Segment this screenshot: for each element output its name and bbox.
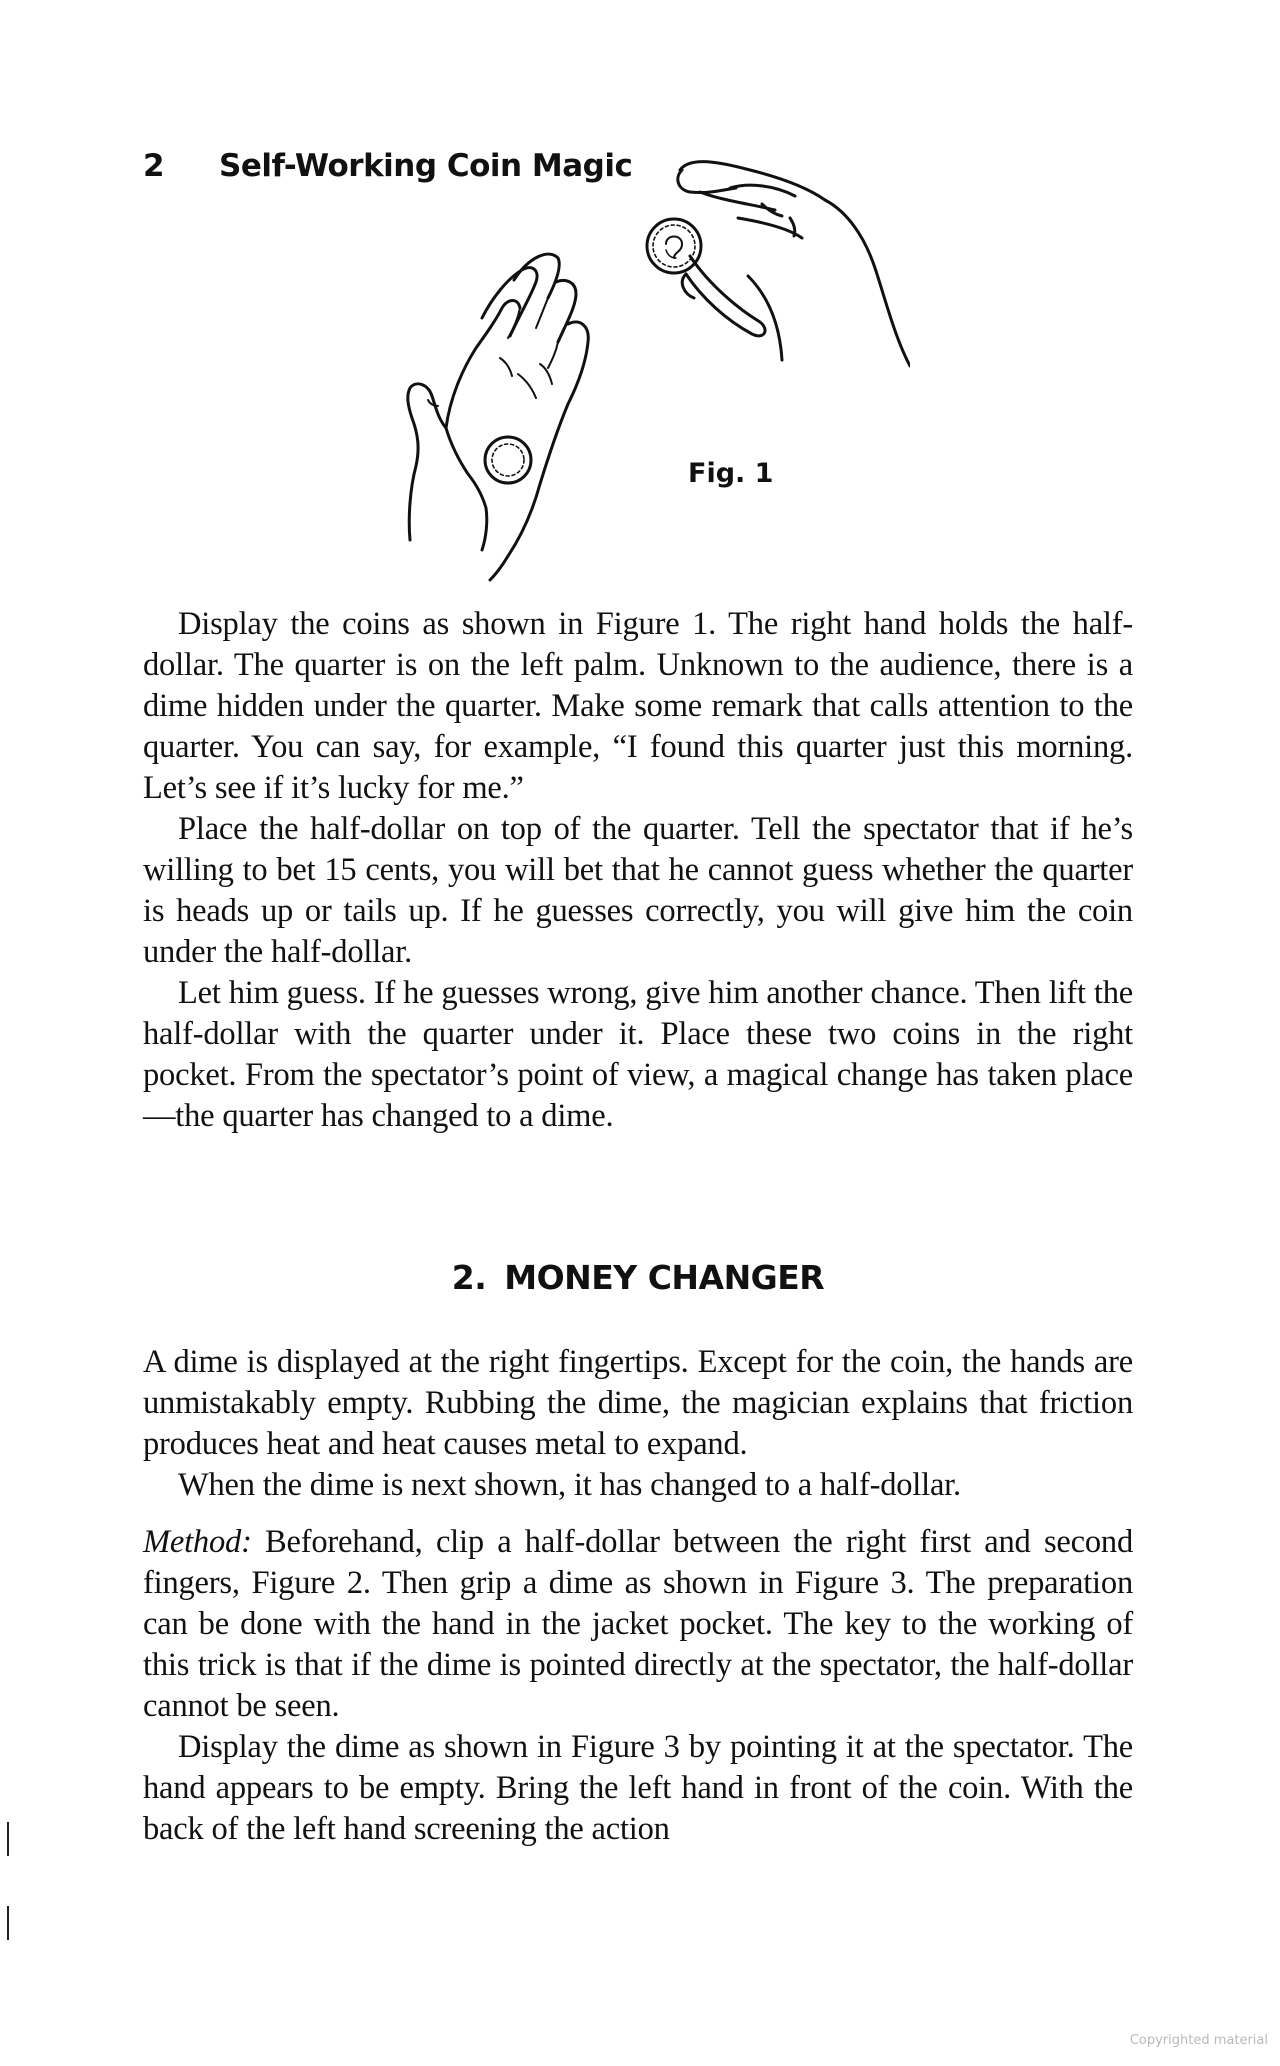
- method-paragraph: [143, 1522, 1133, 1727]
- copyright-watermark: Copyrighted material: [1129, 2033, 1268, 2048]
- margin-mark: [7, 1822, 9, 1856]
- section-number: 2.: [451, 1258, 487, 1297]
- paragraph: Display the dime as shown in Figure 3 by pointing it at the spectator. The hand appears to be empty. Bring the left hand in front of the coin. With the back of the left hand screening the action: [143, 1729, 1133, 1847]
- paragraph: Place the half-dollar on top of the quarter. Tell the spectator that if he’s willing to bet 15 cents, you will bet that he cannot guess whether the quarter is heads up or tails up. If he guesses correctly, you will give him the coin under the half-dollar.: [143, 811, 1133, 970]
- margin-mark: [7, 1906, 9, 1940]
- section-title: MONEY CHANGER: [504, 1258, 825, 1297]
- page-number: 2: [143, 148, 165, 184]
- figure-1-caption: Fig. 1: [688, 458, 774, 489]
- body-text-1: [143, 604, 1133, 1137]
- paragraph: A dime is displayed at the right fingertips. Except for the coin, the hands are unmistakably empty. Rubbing the dime, the magician explains that friction produces heat and heat causes metal to expand.: [143, 1344, 1133, 1462]
- section-heading: [143, 1258, 1133, 1297]
- paragraph: Display the coins as shown in Figure 1. The right hand holds the half-dollar. The quarter is on the left palm. Unknown to the audience, there is a dime hidden under the quarter. Make some remark that calls attention to the quarter. You can say, for example, “I found this quarter just this morning. Let’s see if it’s lucky for me.”: [143, 606, 1133, 806]
- right-hand-icon: [678, 162, 910, 366]
- left-hand-icon: [408, 254, 588, 580]
- half-dollar-coin-icon: [647, 219, 701, 273]
- paragraph: When the dime is next shown, it has changed to a half-dollar.: [178, 1467, 961, 1503]
- method-text: Beforehand, clip a half-dollar between the right first and second fingers, Figure 2. Then grip a dime as shown in Figure 3. The preparation can be done with the hand in the jacket pocket. The key to the working of this trick is that if the dime is pointed directly at the spectator, the half-dollar cannot be seen.: [143, 1524, 1133, 1724]
- body-text-2: [143, 1342, 1133, 1850]
- paragraph: Let him guess. If he guesses wrong, give him another chance. Then lift the half-dollar with the quarter under it. Place these two coins in the right pocket. From the spectator’s point of view, a magical change has taken place—the quarter has changed to a dime.: [143, 975, 1133, 1134]
- book-title: Self-Working Coin Magic: [219, 148, 633, 184]
- quarter-coin-icon: [485, 437, 531, 483]
- figure-1: [390, 148, 910, 588]
- method-label: Method:: [143, 1524, 252, 1560]
- hands-with-coins-illustration: [390, 148, 910, 588]
